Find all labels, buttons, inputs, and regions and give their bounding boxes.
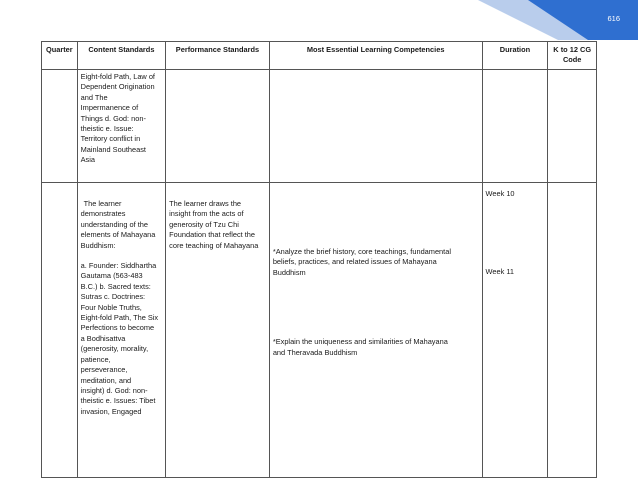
performance-line: generosity of Tzu Chi bbox=[169, 219, 239, 229]
content-line: meditation, and bbox=[80, 375, 132, 385]
competency-line: *Explain the uniqueness and similarities of Mahayana bbox=[272, 337, 448, 347]
competency-item bbox=[273, 247, 479, 278]
content-line: demonstrates bbox=[80, 209, 126, 219]
duration-week-10: Week 10 bbox=[485, 189, 515, 198]
cell-duration bbox=[482, 70, 548, 183]
content-line: Eight-fold Path, The Six bbox=[80, 313, 159, 323]
content-line: B.C.) b. Sacred texts: bbox=[80, 281, 151, 291]
performance-line: The learner draws the bbox=[169, 199, 242, 208]
content-line: The learner bbox=[83, 199, 122, 208]
performance-line: Foundation that reflect the bbox=[169, 230, 256, 240]
content-line: theistic e. Issues: Tibet bbox=[80, 396, 156, 406]
content-line: Things d. God: non- bbox=[80, 113, 146, 123]
content-line: Dependent Origination bbox=[80, 82, 155, 92]
cell-mel-competencies bbox=[269, 183, 482, 478]
content-line: Four Noble Truths, bbox=[80, 302, 142, 312]
content-line: patience, bbox=[80, 354, 111, 364]
header-k12-code: K to 12 CG Code bbox=[548, 42, 597, 70]
content-line: elements of Mahayana bbox=[80, 230, 156, 240]
competency-line: Buddhism bbox=[272, 267, 306, 277]
content-line: theistic e. Issue: bbox=[80, 124, 134, 134]
content-line: a. Founder: Siddhartha bbox=[80, 261, 157, 271]
page-number: 616 bbox=[607, 14, 620, 23]
table-header-row bbox=[42, 42, 597, 70]
header-performance-standards: Performance Standards bbox=[166, 42, 270, 70]
content-line: Buddhism: bbox=[80, 240, 116, 250]
cell-k12-code bbox=[548, 183, 597, 478]
header-duration: Duration bbox=[482, 42, 548, 70]
content-line: Territory conflict in bbox=[80, 134, 141, 144]
cell-k12-code bbox=[548, 70, 597, 183]
content-line: Eight-fold Path, Law of bbox=[80, 72, 155, 81]
content-line: Asia bbox=[80, 155, 96, 165]
content-line: a Bodhisattva bbox=[80, 333, 126, 343]
cell-performance-standards bbox=[166, 183, 270, 478]
content-line: understanding of the bbox=[80, 219, 149, 229]
cell-content-standards bbox=[77, 70, 166, 183]
content-line: Perfections to become bbox=[80, 323, 155, 333]
content-line: Sutras c. Doctrines: bbox=[80, 292, 146, 302]
duration-week-11: Week 11 bbox=[485, 267, 514, 277]
competency-item bbox=[273, 337, 479, 358]
content-line: Impermanence of bbox=[80, 103, 139, 113]
performance-line: insight from the acts of bbox=[169, 209, 244, 219]
cell-performance-standards bbox=[166, 70, 270, 183]
cell-mel-competencies bbox=[269, 70, 482, 183]
competency-line: beliefs, practices, and related issues of Mahayana bbox=[272, 257, 437, 267]
header-quarter: Quarter bbox=[42, 42, 78, 70]
table-row bbox=[42, 183, 597, 478]
cell-quarter bbox=[42, 183, 78, 478]
cell-content-standards bbox=[77, 183, 166, 478]
content-line: and The bbox=[80, 92, 108, 102]
content-line: perseverance, bbox=[80, 365, 128, 375]
competency-line: *Analyze the brief history, core teachings, fundamental bbox=[272, 247, 451, 256]
table-row bbox=[42, 70, 597, 183]
content-line: Gautama (563-483 bbox=[80, 271, 143, 281]
content-line: insight) d. God: non- bbox=[80, 385, 148, 395]
performance-line: core teaching of Mahayana bbox=[169, 240, 259, 250]
content-line: (generosity, morality, bbox=[80, 344, 149, 354]
cell-quarter bbox=[42, 70, 78, 183]
header-mel-competencies: Most Essential Learning Competencies bbox=[269, 42, 482, 70]
cell-duration bbox=[482, 183, 548, 478]
header-content-standards: Content Standards bbox=[77, 42, 166, 70]
content-line: Mainland Southeast bbox=[80, 144, 146, 154]
competency-line: and Theravada Buddhism bbox=[272, 347, 358, 357]
curriculum-table bbox=[41, 41, 597, 478]
content-line: invasion, Engaged bbox=[80, 406, 142, 416]
